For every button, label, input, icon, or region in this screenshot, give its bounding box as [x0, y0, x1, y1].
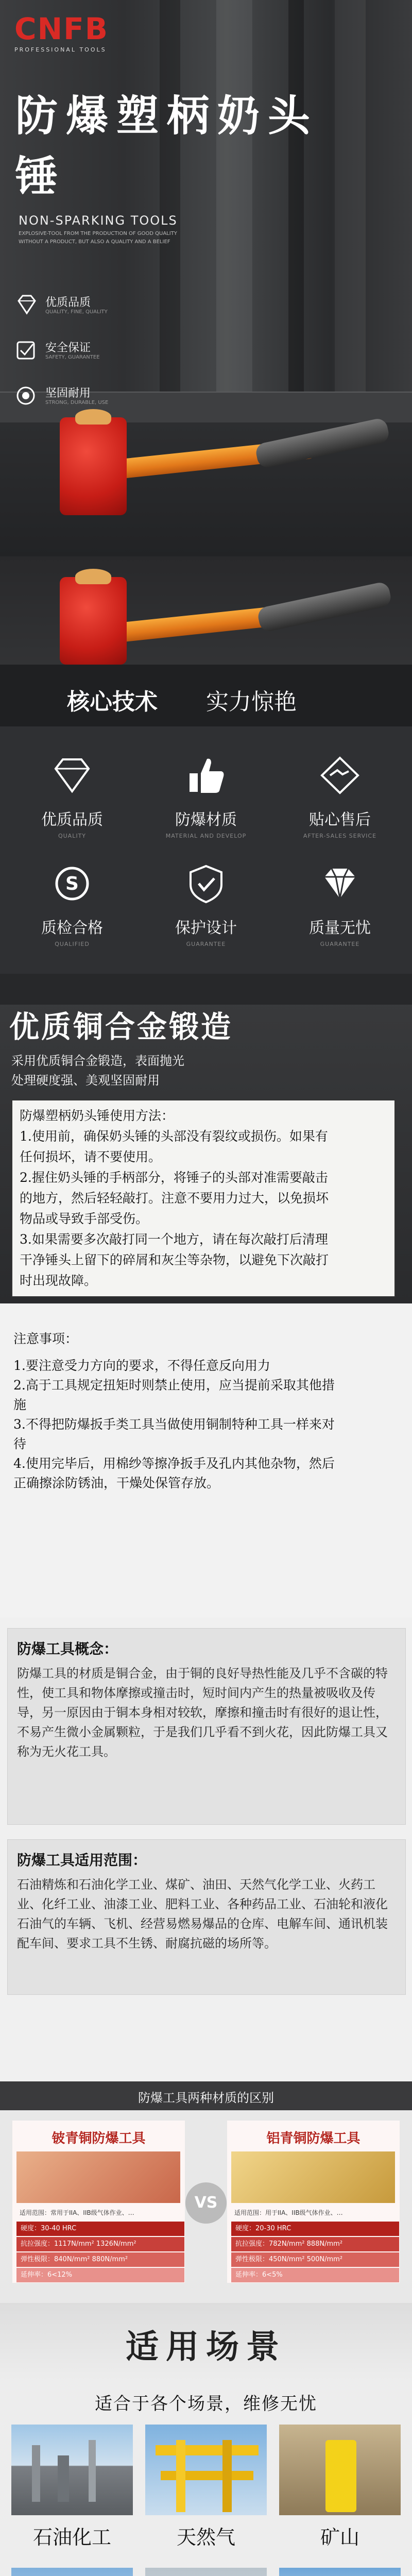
notes-section — [0, 1303, 412, 1618]
section-band — [0, 974, 412, 1005]
usage-line: 3.如果需要多次敲打同一个地方，请在每次敲打后清理 — [20, 1232, 328, 1247]
note-line: 正确擦涂防锈油，干燥处保管存放。 — [13, 1476, 220, 1490]
scene-image-tanks — [11, 2568, 133, 2576]
desc-line-2: WITHOUT A PRODUCT, BUT ALSO A QUALITY AND A BELIEF — [19, 239, 170, 245]
scenes-banner — [0, 2303, 412, 2380]
core-en: QUALIFIED — [55, 941, 90, 947]
notes-title: 注意事项： — [13, 1331, 78, 1346]
logo-text: CNFB — [14, 11, 109, 46]
hammer-ball-face — [75, 409, 111, 425]
core-tech-section — [0, 556, 412, 974]
refinery-tower — [89, 2440, 96, 2502]
gem-icon — [319, 866, 360, 902]
usage-line: 任何损坏，请不要使用。 — [20, 1149, 162, 1164]
usage-method-card — [11, 1099, 396, 1297]
feature-label: 安全保证 — [45, 342, 91, 354]
core-item-quality — [10, 752, 134, 839]
copper-subtitle — [11, 1051, 184, 1090]
check-shield-icon — [185, 863, 227, 904]
scenes-section — [0, 2303, 412, 2576]
card-intro: 适用范围：用于IIA、IIB级气体作业、… — [234, 2209, 343, 2216]
brand-logo — [14, 11, 109, 53]
note-line: 待 — [13, 1436, 27, 1451]
material-comparison-section — [0, 2081, 412, 2303]
core-en: GUARANTEE — [320, 941, 360, 947]
core-label: 贴心售后 — [309, 811, 371, 829]
core-label: 防爆材质 — [175, 811, 237, 829]
gas-pipe — [156, 2445, 259, 2455]
handshake-icon — [317, 755, 363, 796]
diamond-icon — [15, 295, 38, 315]
concept-box — [7, 1628, 406, 1825]
tool-sample-image — [231, 2151, 395, 2203]
note-line: 2.高于工具规定扭矩时则禁止使用，应当提前采取其他措 — [13, 1378, 335, 1393]
hero-banner — [0, 0, 412, 556]
refinery-tower — [32, 2445, 40, 2502]
diamond-icon — [52, 757, 93, 793]
scene-label: 矿山 — [320, 2526, 359, 2549]
hammer-head — [60, 577, 127, 665]
usage-line: 干净锤头上留下的碎屑和灰尘等杂物，以避免下次敲打 — [20, 1252, 329, 1267]
card-intro: 适用范围：常用于IIA、IIB级气体作业、… — [20, 2209, 134, 2216]
scenes-title: 适用场景 — [126, 2328, 286, 2366]
hammer-head — [60, 417, 127, 515]
hammer-grip — [256, 581, 392, 633]
note-line: 3.不得把防爆扳手类工具当做使用铜制特种工具一样来对 — [13, 1417, 335, 1432]
usage-method-title: 防爆塑柄奶头锤使用方法： — [20, 1108, 175, 1123]
usage-line: 2.握住奶头锤的手柄部分，将锤子的头部对准需要敲击 — [20, 1170, 328, 1185]
spec-row: 抗拉强度：782N/mm² 888N/mm² — [231, 2237, 399, 2251]
feature-en: QUALITY, FINE, QUALITY — [45, 309, 108, 315]
feature-en: STRONG, DURABLE, USE — [45, 400, 109, 405]
core-title-right: 实力惊艳 — [206, 689, 297, 715]
gas-pipe — [222, 2440, 232, 2512]
copper-section — [0, 974, 412, 1303]
hammer-stage — [0, 556, 412, 665]
desc-line-1: EXPLOSIVE-TOOL FROM THE PRODUCTION OF GOOD QUALITY — [19, 231, 177, 236]
core-item-guarantee — [278, 860, 402, 947]
spec-row: 弹性极限：840N/mm² 880N/mm² — [16, 2252, 184, 2267]
gas-pipe — [176, 2440, 185, 2512]
feature-en: SAFETY, GUARANTEE — [45, 354, 100, 360]
note-line: 4.使用完毕后，用棉纱等擦净扳手及孔内其他杂物，然后 — [13, 1456, 335, 1471]
scene-image-mine — [279, 2425, 401, 2515]
copper-title: 优质铜合金锻造 — [9, 1009, 233, 1044]
thumbs-up-icon — [185, 755, 227, 796]
core-label: 质检合格 — [41, 919, 103, 937]
hammer-product-image — [29, 438, 400, 515]
scene-label: 石油化工 — [32, 2526, 111, 2549]
spec-row: 硬度：30-40 HRC — [16, 2222, 184, 2236]
application-box — [7, 1839, 406, 1995]
hammer-ball-face — [75, 569, 111, 584]
scene-image-pharma — [145, 2568, 267, 2576]
copper-sub-line: 采用优质铜合金锻造，表面抛光 — [11, 1054, 184, 1068]
core-label: 质量无忧 — [309, 919, 371, 937]
application-body: 石油精炼和石油化学工业、煤矿、油田、天然气化学工业、火药工业、化纤工业、油漆工业、肥料工业、各种药品工业、石油轮和液化石油气的车辆、飞机、经营易燃易爆品的仓库、电解车间、通讯机装配车间、要求工具不生锈、耐腐抗磁的场所等。 — [17, 1877, 388, 1951]
page-title — [15, 86, 407, 207]
copper-sub-line: 处理硬度强、美观坚固耐用 — [11, 1073, 160, 1088]
usage-line: 物品或导致手部受伤。 — [20, 1211, 149, 1226]
spec-row: 延伸率：6<5% — [231, 2268, 399, 2282]
spec-row: 硬度：20-30 HRC — [231, 2222, 399, 2236]
core-label: 优质品质 — [41, 811, 103, 829]
mine-machine — [325, 2440, 356, 2512]
feature-label: 优质品质 — [45, 296, 91, 309]
spec-row: 弹性极限：450N/mm² 500N/mm² — [231, 2252, 399, 2267]
core-item-material — [144, 752, 268, 839]
core-title-left: 核心技术 — [67, 689, 158, 715]
comparison-title: 防爆工具两种材质的区别 — [138, 2091, 274, 2105]
concept-title: 防爆工具概念： — [17, 1640, 118, 1657]
card-heading: 铝青铜防爆工具 — [266, 2131, 360, 2146]
title-line-2: 锤 — [15, 152, 66, 201]
check-shield-icon — [15, 340, 38, 363]
aluminum-card — [227, 2121, 400, 2283]
scenes-subtitle: 适合于各个场景，维修无忧 — [95, 2394, 317, 2414]
core-en: MATERIAL AND DEVELOP — [165, 833, 247, 839]
scene-image-gas — [145, 2425, 267, 2515]
target-icon — [15, 385, 38, 408]
usage-line: 时出现故障。 — [20, 1273, 97, 1288]
vs-badge: VS — [185, 2182, 227, 2224]
core-label: 保护设计 — [175, 919, 237, 937]
usage-line: 的地方，然后轻轻敲打。注意不要用力过大，以免损坏 — [20, 1191, 329, 1206]
beryllium-card — [12, 2121, 185, 2283]
gas-pipe — [161, 2471, 253, 2480]
logo-subtitle: PROFESSIONAL TOOLS — [14, 46, 107, 53]
usage-method-text — [12, 1100, 394, 1296]
concept-section — [0, 1618, 412, 2081]
notes-text — [13, 1329, 400, 1493]
spec-row: 抗拉强度：1117N/mm² 1326N/mm² — [16, 2237, 184, 2251]
tool-sample-image — [16, 2151, 180, 2203]
core-item-inspection — [10, 860, 134, 947]
usage-line: 1.使用前，确保奶头锤的头部没有裂纹或损伤。如果有 — [20, 1129, 328, 1144]
scene-label: 天然气 — [176, 2526, 235, 2549]
svg-text:S: S — [65, 873, 79, 894]
core-item-service — [278, 752, 402, 839]
application-title: 防爆工具适用范围： — [17, 1852, 147, 1869]
s-badge-icon — [52, 863, 93, 904]
note-line: 1.要注意受力方向的要求，不得任意反向用力 — [13, 1358, 270, 1373]
scene-image-pipeline — [279, 2568, 401, 2576]
core-en: GUARANTEE — [186, 941, 226, 947]
spec-row: 延伸率：6<12% — [16, 2268, 184, 2282]
comparison-title-bar — [0, 2081, 412, 2110]
feature-label: 坚固耐用 — [45, 387, 91, 400]
core-en: AFTER-SALES SERVICE — [303, 833, 377, 839]
subtitle-en: NON-SPARKING TOOLS — [19, 213, 178, 228]
core-item-protection — [144, 860, 268, 947]
refinery-tower — [58, 2455, 69, 2502]
note-line: 施 — [13, 1397, 27, 1412]
title-line-1: 防爆塑柄奶头 — [15, 91, 319, 141]
core-en: QUALITY — [58, 833, 87, 839]
card-heading: 铍青铜防爆工具 — [52, 2131, 146, 2146]
hero-description — [19, 230, 188, 246]
scene-image-refinery — [11, 2425, 133, 2515]
concept-body: 防爆工具的材质是铜合金，由于铜的良好导热性能及几乎不含碳的特性，使工具和物体摩擦或撞击时，短时间内产生的热量被吸收及传导，另一原因由于铜本身相对较软，摩擦和撞击时有很好的退让性，不易产生微小金属颗粒，于是我们几乎看不到火花，因此防爆工具又称为无火花工具。 — [17, 1666, 388, 1759]
core-title-bar — [0, 665, 412, 726]
